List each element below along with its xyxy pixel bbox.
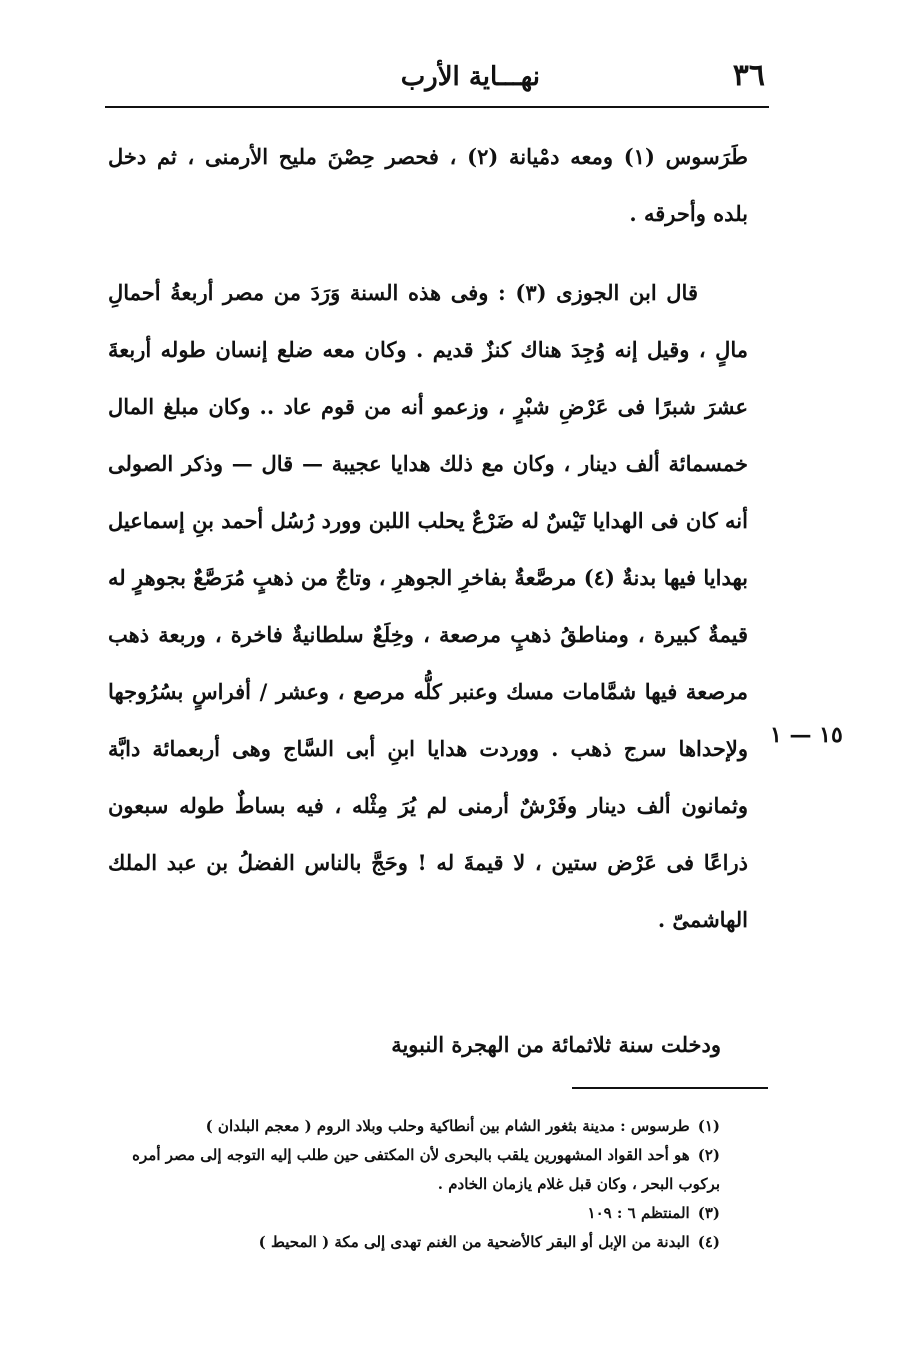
footnotes	[112, 1112, 720, 1257]
footnote-text: طرسوس : مدينة بثغور الشام بين أنطاكية وحلب وبلاد الروم ( معجم البلدان )	[205, 1117, 690, 1135]
page-number: ٣٦	[732, 58, 765, 93]
footnote	[112, 1141, 720, 1199]
footnote-divider	[572, 1087, 768, 1089]
footnote	[112, 1199, 720, 1228]
footnote	[112, 1228, 720, 1257]
footnote-text: البدنة من الإبل أو البقر كالأضحية من الغنم تهدى إلى مكة ( المحيط )	[258, 1233, 690, 1251]
main-text	[108, 128, 748, 948]
running-title: نهـــاية الأرب	[400, 62, 540, 92]
footnote-text: المنتظم ٦ : ١٠٩	[587, 1204, 690, 1222]
margin-reference: ١٥ — ١	[770, 722, 843, 748]
footnote-number: (٢)	[697, 1146, 720, 1164]
footnote-number: (١)	[697, 1117, 720, 1135]
footnote-number: (٤)	[697, 1233, 720, 1251]
page-header	[105, 58, 765, 98]
footnote-number: (٣)	[697, 1204, 720, 1222]
paragraph: قال ابن الجوزى (٣) : وفى هذه السنة وَرَدَ من مصر أربعةُ أحمالِ مالٍ ، وقيل إنه وُجِدَ هناك كنزٌ قديم . وكان معه ضلع إنسان طوله أربعةَ عشرَ شبرًا فى عَرْضِ شبْرٍ ، وزعمو أنه من قوم عاد .. وكان مبلغ المال خمسمائة ألف دينار ، وكان مع ذلك هدايا عجيبة — قال — وذكر الصولى أنه كان فى الهدايا تَيْسٌ له ضَرْعٌ يحلب اللبن وورد رُسُل أحمد بنِ إسماعيل بهدايا فيها بدنةٌ (٤) مرصَّعةٌ بفاخرِ الجوهرِ ، وتاجٌ من ذهبٍ مُرَصَّعٌ بجوهرٍ له قيمةٌ كبيرة ، ومناطقُ ذهبٍ مرصعة ، وخِلَعٌ سلطانيةٌ فاخرة ، وربعة ذهب مرصعة فيها شمَّامات مسك وعنبر كلُّه مرصع ، وعشر / أفراسٍ بسُرُوجها ولإحداها سرج ذهب . ووردت هدايا ابنِ أبى السَّاج وهى أربعمائة دابَّة وثمانون ألف دينار وفَرْشٌ أرمنى لم يُرَ مِثْله ، فيه بساطٌ طوله سبعون ذراعًا فى عَرْض ستين ، لا قيمةَ له ! وحَجَّ بالناس الفضلُ بن عبد الملك الهاشمىّ .	[108, 280, 748, 932]
header-divider	[105, 106, 769, 108]
footnote-text: هو أحد القواد المشهورين يلقب بالبحرى لأن المكتفى حين طلب إليه التوجه إلى مصر أمره بركوب البحر ، وكان قبل غلام يازمان الخادم .	[132, 1146, 720, 1193]
year-heading-line: ودخلت سنة ثلاثمائة من الهجرة النبوية	[391, 1032, 721, 1057]
footnote	[112, 1112, 720, 1141]
paragraph: طَرَسوس (١) ومعه دمْيانة (٢) ، فحصر حِصْنَ مليح الأرمنى ، ثم دخل بلده وأحرقه .	[108, 144, 748, 226]
